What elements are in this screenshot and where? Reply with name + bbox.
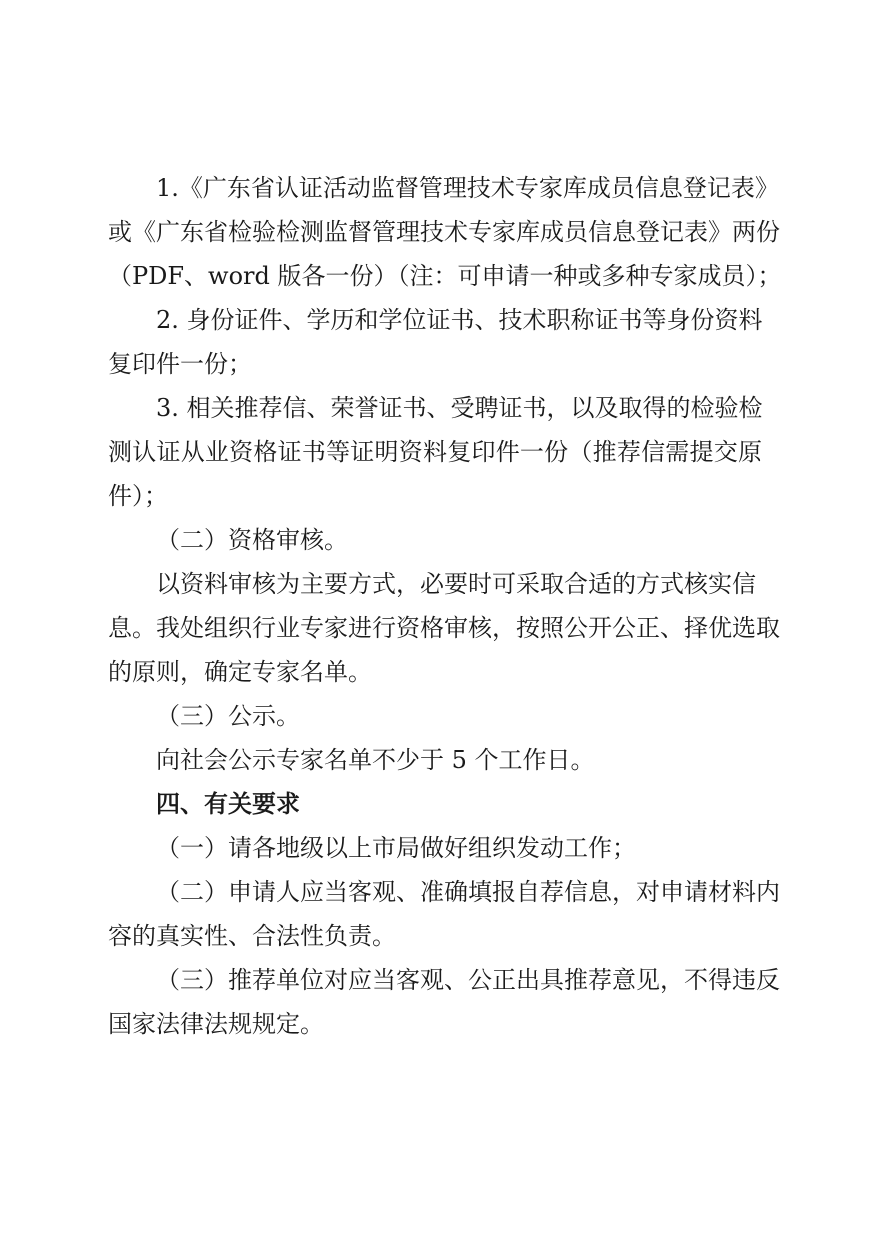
paragraph-line: 或《广东省检验检测监督管理技术专家库成员信息登记表》两份 xyxy=(108,218,780,246)
paragraph-line: 以资料审核为主要方式，必要时可采取合适的方式核实信 xyxy=(156,570,756,598)
paragraph-line: 复印件一份； xyxy=(108,350,252,378)
paragraph-line: 件）； xyxy=(108,482,168,510)
paragraph-line: 国家法律法规规定。 xyxy=(108,1010,324,1038)
paragraph-line: 2. 身份证件、学历和学位证书、技术职称证书等身份资料 xyxy=(156,306,763,334)
paragraph-line: 测认证从业资格证书等证明资料复印件一份（推荐信需提交原 xyxy=(108,438,762,466)
paragraph-line: （一）请各地级以上市局做好组织发动工作； xyxy=(156,834,636,862)
paragraph-line: 1.《广东省认证活动监督管理技术专家库成员信息登记表》 xyxy=(156,174,779,202)
paragraph-line: 容的真实性、合法性负责。 xyxy=(108,922,396,950)
paragraph-line: 3. 相关推荐信、荣誉证书、受聘证书，以及取得的检验检 xyxy=(156,394,763,422)
paragraph-line: 向社会公示专家名单不少于 5 个工作日。 xyxy=(156,746,595,774)
section-heading: 四、有关要求 xyxy=(156,790,300,818)
section-subheading: （三）公示。 xyxy=(156,702,300,730)
paragraph-line: 的原则，确定专家名单。 xyxy=(108,658,372,686)
paragraph-line: （二）申请人应当客观、准确填报自荐信息，对申请材料内 xyxy=(156,878,780,906)
paragraph-line: 息。我处组织行业专家进行资格审核，按照公开公正、择优选取 xyxy=(108,614,780,642)
paragraph-line: （PDF、word 版各一份）（注：可申请一种或多种专家成员）； xyxy=(108,262,782,290)
paragraph-line: （三）推荐单位对应当客观、公正出具推荐意见，不得违反 xyxy=(156,966,780,994)
section-subheading: （二）资格审核。 xyxy=(156,526,348,554)
